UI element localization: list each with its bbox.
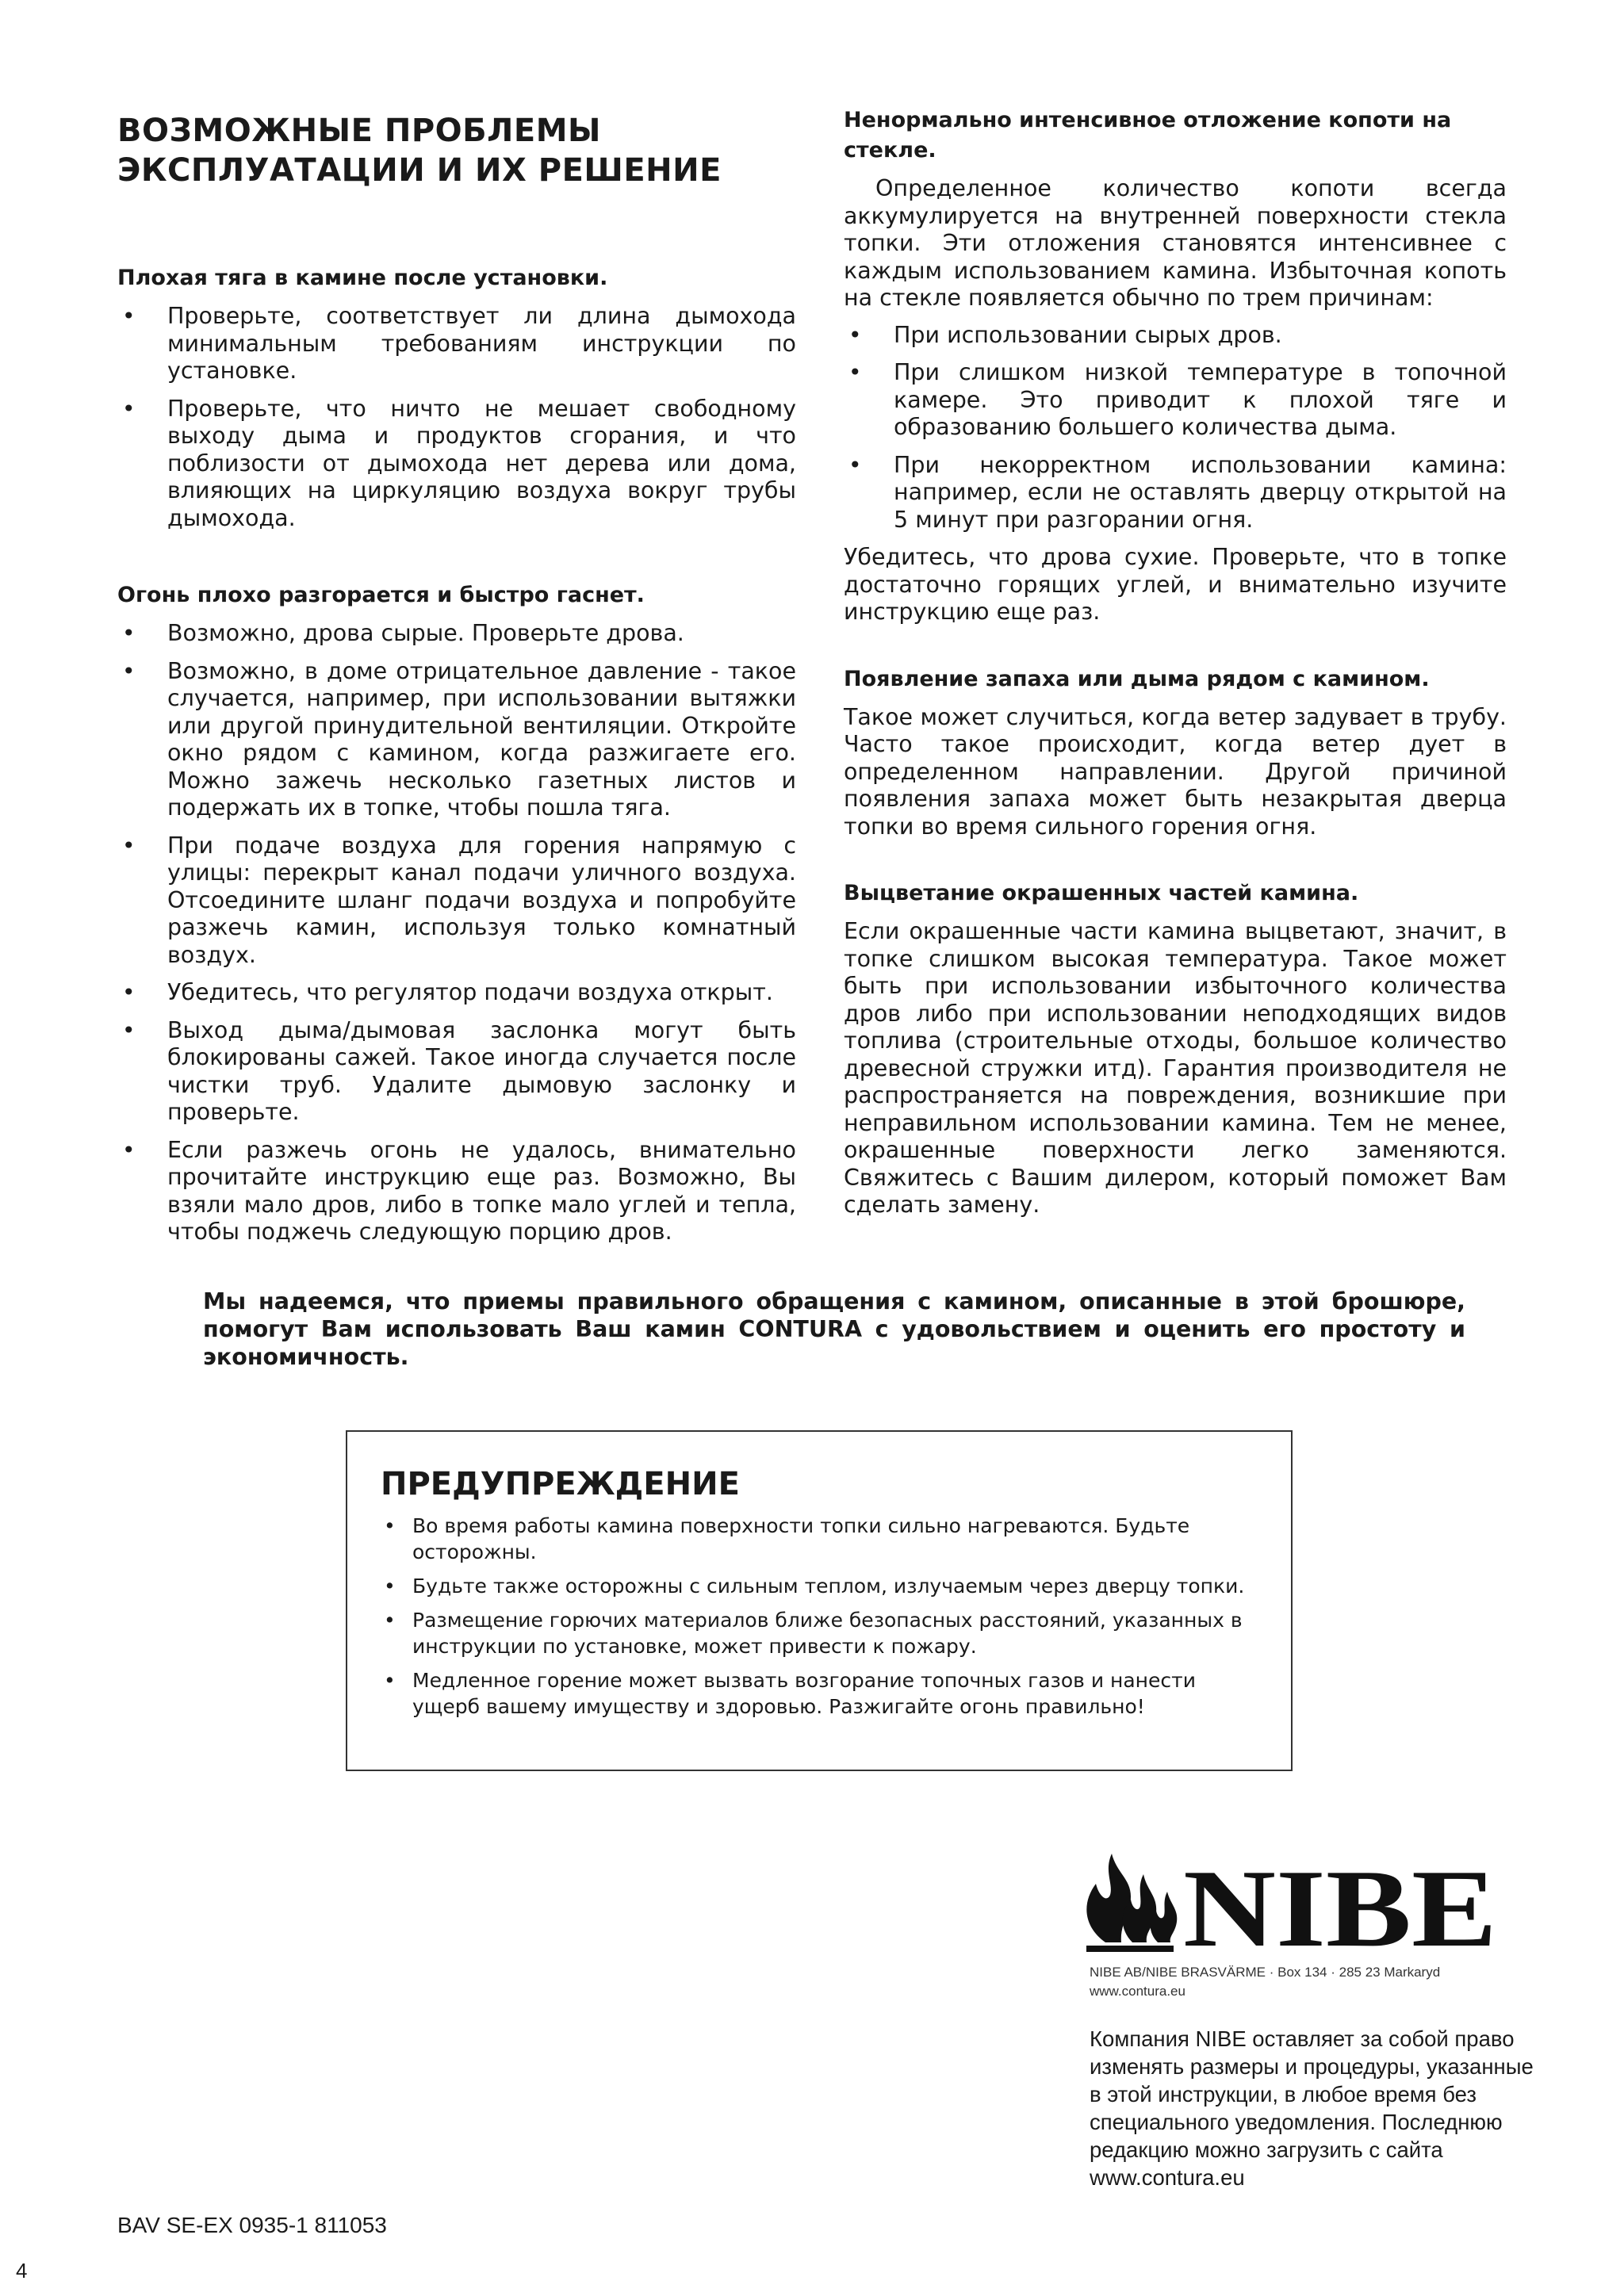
list-item: • Проверьте, соответствует ли длина дымохода минимальным требованиям инструкции по установке.	[122, 303, 796, 384]
bullet-icon: •	[122, 303, 136, 329]
bullet-icon: •	[122, 1016, 136, 1043]
flame-logo-icon	[1086, 1854, 1177, 1952]
paragraph-smell: Такое может случиться, когда ветер задувает в трубу. Часто такое происходит, когда ветер дует в определенном направлении. Другой причиной появления запаха может быть незакрытая дверца топки во время сильного горения огня.	[844, 703, 1507, 840]
list-item: • Проверьте, что ничто не мешает свободному выходу дыма и продуктов сгорания, и что поблизости от дымохода нет дерева или дома, влияющих на циркуляцию воздуха вокруг трубы дымохода.	[122, 395, 796, 531]
bullet-icon: •	[122, 979, 136, 1005]
title-line-2: ЭКСПЛУАТАЦИИ И ИХ РЕШЕНИЕ	[117, 152, 722, 189]
bullet-icon: •	[848, 321, 862, 348]
document-code: BAV SE-EX 0935-1 811053	[117, 2213, 387, 2237]
bullet-icon: •	[384, 1575, 396, 1598]
bullet-icon: •	[122, 1136, 136, 1163]
bullet-icon: •	[122, 832, 136, 859]
nibe-logo	[1075, 1847, 1503, 1958]
paragraph-soot-intro: Определенное количество копоти всегда аккумулируется на внутренней поверхности стекла топки. Эти отложения становятся интенсивнее с каждым использованием камина. Избыточная копоть на стекле появляется обычно по трем причинам:	[844, 175, 1507, 311]
page-title	[117, 111, 796, 190]
list-item: • Возможно, дрова сырые. Проверьте дрова.	[122, 620, 684, 646]
section-heading-fading: Выцветание окрашенных частей камина.	[844, 881, 1359, 905]
left-column	[117, 111, 796, 1257]
warning-box	[346, 1430, 1293, 1771]
bullet-icon: •	[848, 359, 862, 385]
title-line-1: ВОЗМОЖНЫЕ ПРОБЛЕМЫ	[117, 113, 601, 149]
section-heading-soot: Ненормально интенсивное отложение копоти на стекле.	[844, 108, 1452, 163]
company-website: www.contura.eu	[1090, 1984, 1185, 1999]
section-heading-fire-dies: Огонь плохо разгорается и быстро гаснет.	[117, 583, 645, 607]
right-column	[844, 105, 1507, 1219]
paragraph-soot-outro: Убедитесь, что дрова сухие. Проверьте, что в топке достаточно горящих углей, и внимательно изучите инструкцию еще раз.	[844, 544, 1507, 625]
bullet-icon: •	[384, 1514, 396, 1537]
list-item: • При подаче воздуха для горения напрямую с улицы: перекрыт канал подачи уличного воздуха. Отсоедините шланг подачи воздуха и попробуйте разжечь камин, используя только комнатный воздух.	[122, 832, 796, 968]
bullet-icon: •	[122, 395, 136, 422]
section-heading-poor-draft: Плохая тяга в камине после установки.	[117, 266, 608, 290]
warning-item: • Будьте также осторожны с сильным теплом, излучаемым через дверцу топки.	[384, 1575, 1245, 1598]
company-address-line: NIBE AB/NIBE BRASVÄRME · Box 134 · 285 23 Markaryd	[1090, 1965, 1441, 1980]
bullet-list-soot	[844, 322, 1507, 534]
bullet-list-fire-dies	[117, 620, 796, 1246]
page-number: 4	[16, 2259, 28, 2283]
list-item: • Если разжечь огонь не удалось, внимательно прочитайте инструкцию еще раз. Возможно, Вы взяли мало дров, либо в топке мало углей и тепла, чтобы поджечь следующую порцию дров.	[122, 1136, 796, 1245]
list-item: • При некорректном использовании камина: например, если не оставлять дверцу открытой на 5 минут при разгорании огня.	[848, 451, 1507, 533]
bullet-icon: •	[384, 1669, 396, 1692]
list-item: • При слишком низкой температуре в топочной камере. Это приводит к плохой тяге и образованию большего количества дыма.	[848, 359, 1507, 440]
warning-list	[381, 1513, 1259, 1720]
list-item: • Возможно, в доме отрицательное давление - такое случается, например, при использовании вытяжки или другой принудительной вентиляции. Откройте окно рядом с камином, когда разжигаете его. Можно зажечь несколько газетных листов и подержать их в топке, чтобы пошла тяга.	[122, 657, 796, 821]
list-item: • Убедитесь, что регулятор подачи воздуха открыт.	[122, 979, 773, 1005]
bullet-icon: •	[122, 620, 136, 646]
bullet-icon: •	[384, 1609, 396, 1632]
bullet-icon: •	[848, 451, 862, 478]
warning-item: • Медленное горение может вызвать возгорание топочных газов и нанести ущерб вашему имуществу и здоровью. Разжигайте огонь правильно!	[384, 1669, 1196, 1718]
closing-statement: Мы надеемся, что приемы правильного обращения с камином, описанные в этой брошюре, помогут Вам использовать Ваш камин CONTURA с удовольствием и оценить его простоту и экономичность.	[203, 1288, 1465, 1370]
bullet-icon: •	[122, 657, 136, 684]
bullet-list-poor-draft	[117, 303, 796, 532]
logo-wordmark: NIBE	[1183, 1847, 1497, 1958]
company-address	[1090, 1963, 1534, 2001]
section-heading-smell: Появление запаха или дыма рядом с камином.	[844, 666, 1430, 691]
paragraph-fading: Если окрашенные части камина выцветают, значит, в топке слишком высокая температура. Такое может быть при использовании избыточного количества дров либо при использовании неподходящих видов топлива (строительные отходы, большое количество древесной стружки итд). Гарантия производителя не распространяется на повреждения, возникшие при неправильном использовании камина. Тем не менее, окрашенные поверхности легко заменяются. Свяжитесь с Вашим дилером, который поможет Вам сделать замену.	[844, 918, 1507, 1218]
disclaimer: Компания NIBE оставляет за собой право изменять размеры и процедуры, указанные в этой инструкции, в любое время без специального уведомления. Последнюю редакцию можно загрузить с сайта www.contura.eu	[1090, 2026, 1534, 2190]
warning-title: ПРЕДУПРЕЖДЕНИЕ	[381, 1466, 740, 1502]
list-item: • Выход дыма/дымовая заслонка могут быть блокированы сажей. Такое иногда случается после чистки труб. Удалите дымовую заслонку и проверьте.	[122, 1016, 796, 1125]
list-item: • При использовании сырых дров.	[848, 321, 1282, 348]
warning-item: • Во время работы камина поверхности топки сильно нагреваются. Будьте осторожны.	[384, 1514, 1190, 1563]
warning-item: • Размещение горючих материалов ближе безопасных расстояний, указанных в инструкции по установке, может привести к пожару.	[384, 1609, 1243, 1658]
